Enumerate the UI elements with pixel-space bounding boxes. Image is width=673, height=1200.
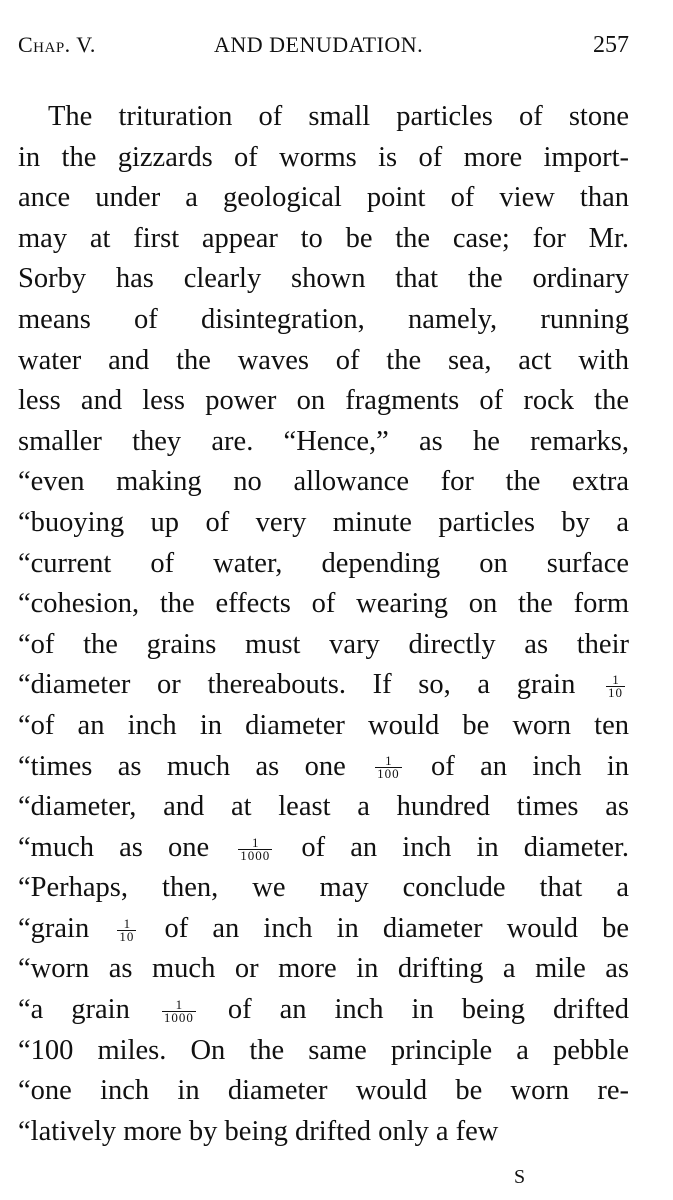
fraction-numerator: 1 bbox=[375, 755, 402, 768]
text-line: ance under a geological point of view than bbox=[18, 182, 629, 214]
text-segment: “a grain bbox=[18, 994, 130, 1026]
fraction-numerator: 1 bbox=[162, 999, 196, 1012]
text-line: may at first appear to be the case; for Mr. bbox=[18, 222, 629, 254]
text-line bbox=[18, 828, 629, 869]
text-segment: “much as one bbox=[18, 831, 210, 863]
text-line: “worn as much or more in drifting a mile as bbox=[18, 953, 629, 985]
text-line: “current of water, depending on surface bbox=[18, 547, 629, 579]
text-line bbox=[18, 909, 629, 950]
text-line: smaller they are. “Hence,” as he remarks, bbox=[18, 425, 629, 457]
text-segment: of an inch in diameter would be bbox=[164, 912, 630, 944]
fraction bbox=[375, 755, 402, 780]
running-head bbox=[18, 32, 629, 72]
text-line: “buoying up of very minute particles by a bbox=[18, 506, 629, 538]
text-line: “even making no allowance for the extra bbox=[18, 466, 629, 498]
fraction-numerator: 1 bbox=[238, 837, 272, 850]
signature-mark: S bbox=[514, 1166, 526, 1188]
fraction-numerator: 1 bbox=[117, 918, 136, 931]
text-line: less and less power on fragments of rock the bbox=[18, 385, 629, 417]
fraction-numerator: 1 bbox=[606, 674, 625, 687]
text-line bbox=[18, 665, 629, 706]
text-line: means of disintegration, namely, running bbox=[18, 303, 629, 335]
text-line: water and the waves of the sea, act with bbox=[18, 344, 629, 376]
text-line bbox=[18, 747, 629, 788]
text-line: “of the grains must vary directly as their bbox=[18, 628, 629, 660]
text-segment: “grain bbox=[18, 912, 90, 944]
text-line bbox=[18, 990, 629, 1031]
fraction-denominator: 1000 bbox=[240, 847, 271, 863]
text-line: “Perhaps, then, we may conclude that a bbox=[18, 872, 629, 904]
text-line: The trituration of small particles of stone bbox=[48, 101, 629, 132]
chapter-label: Chap. V. bbox=[18, 32, 96, 57]
text-segment: of an inch in being drifted bbox=[227, 994, 630, 1026]
fraction bbox=[162, 999, 196, 1024]
fraction-denominator: 100 bbox=[377, 766, 400, 782]
fraction bbox=[238, 834, 272, 863]
text-line: “one inch in diameter would be worn re- bbox=[18, 1075, 629, 1107]
text-line: “latively more by being drifted only a few bbox=[18, 1115, 499, 1147]
running-title: AND DENUDATION. bbox=[214, 32, 424, 57]
fraction-denominator: 10 bbox=[119, 928, 135, 944]
text-line: “cohesion, the effects of wearing on the form bbox=[18, 588, 629, 620]
text-line: in the gizzards of worms is of more import- bbox=[18, 141, 629, 173]
text-line: “100 miles. On the same principle a pebble bbox=[18, 1034, 629, 1066]
text-line: “of an inch in diameter would be worn ten bbox=[18, 709, 629, 741]
body-paragraph bbox=[18, 97, 629, 1152]
fraction bbox=[117, 915, 136, 944]
fraction-denominator: 10 bbox=[608, 685, 624, 701]
text-segment: of an inch in bbox=[431, 750, 630, 782]
text-segment: of an inch in diameter. bbox=[301, 831, 630, 863]
fraction bbox=[606, 674, 625, 699]
text-segment: “diameter or thereabouts. If so, a grain bbox=[18, 669, 576, 701]
page-number: 257 bbox=[593, 32, 629, 58]
text-line: “diameter, and at least a hundred times as bbox=[18, 791, 629, 823]
text-line: Sorby has clearly shown that the ordinary bbox=[18, 263, 629, 295]
fraction-denominator: 1000 bbox=[163, 1010, 194, 1026]
text-segment: “times as much as one bbox=[18, 750, 346, 782]
